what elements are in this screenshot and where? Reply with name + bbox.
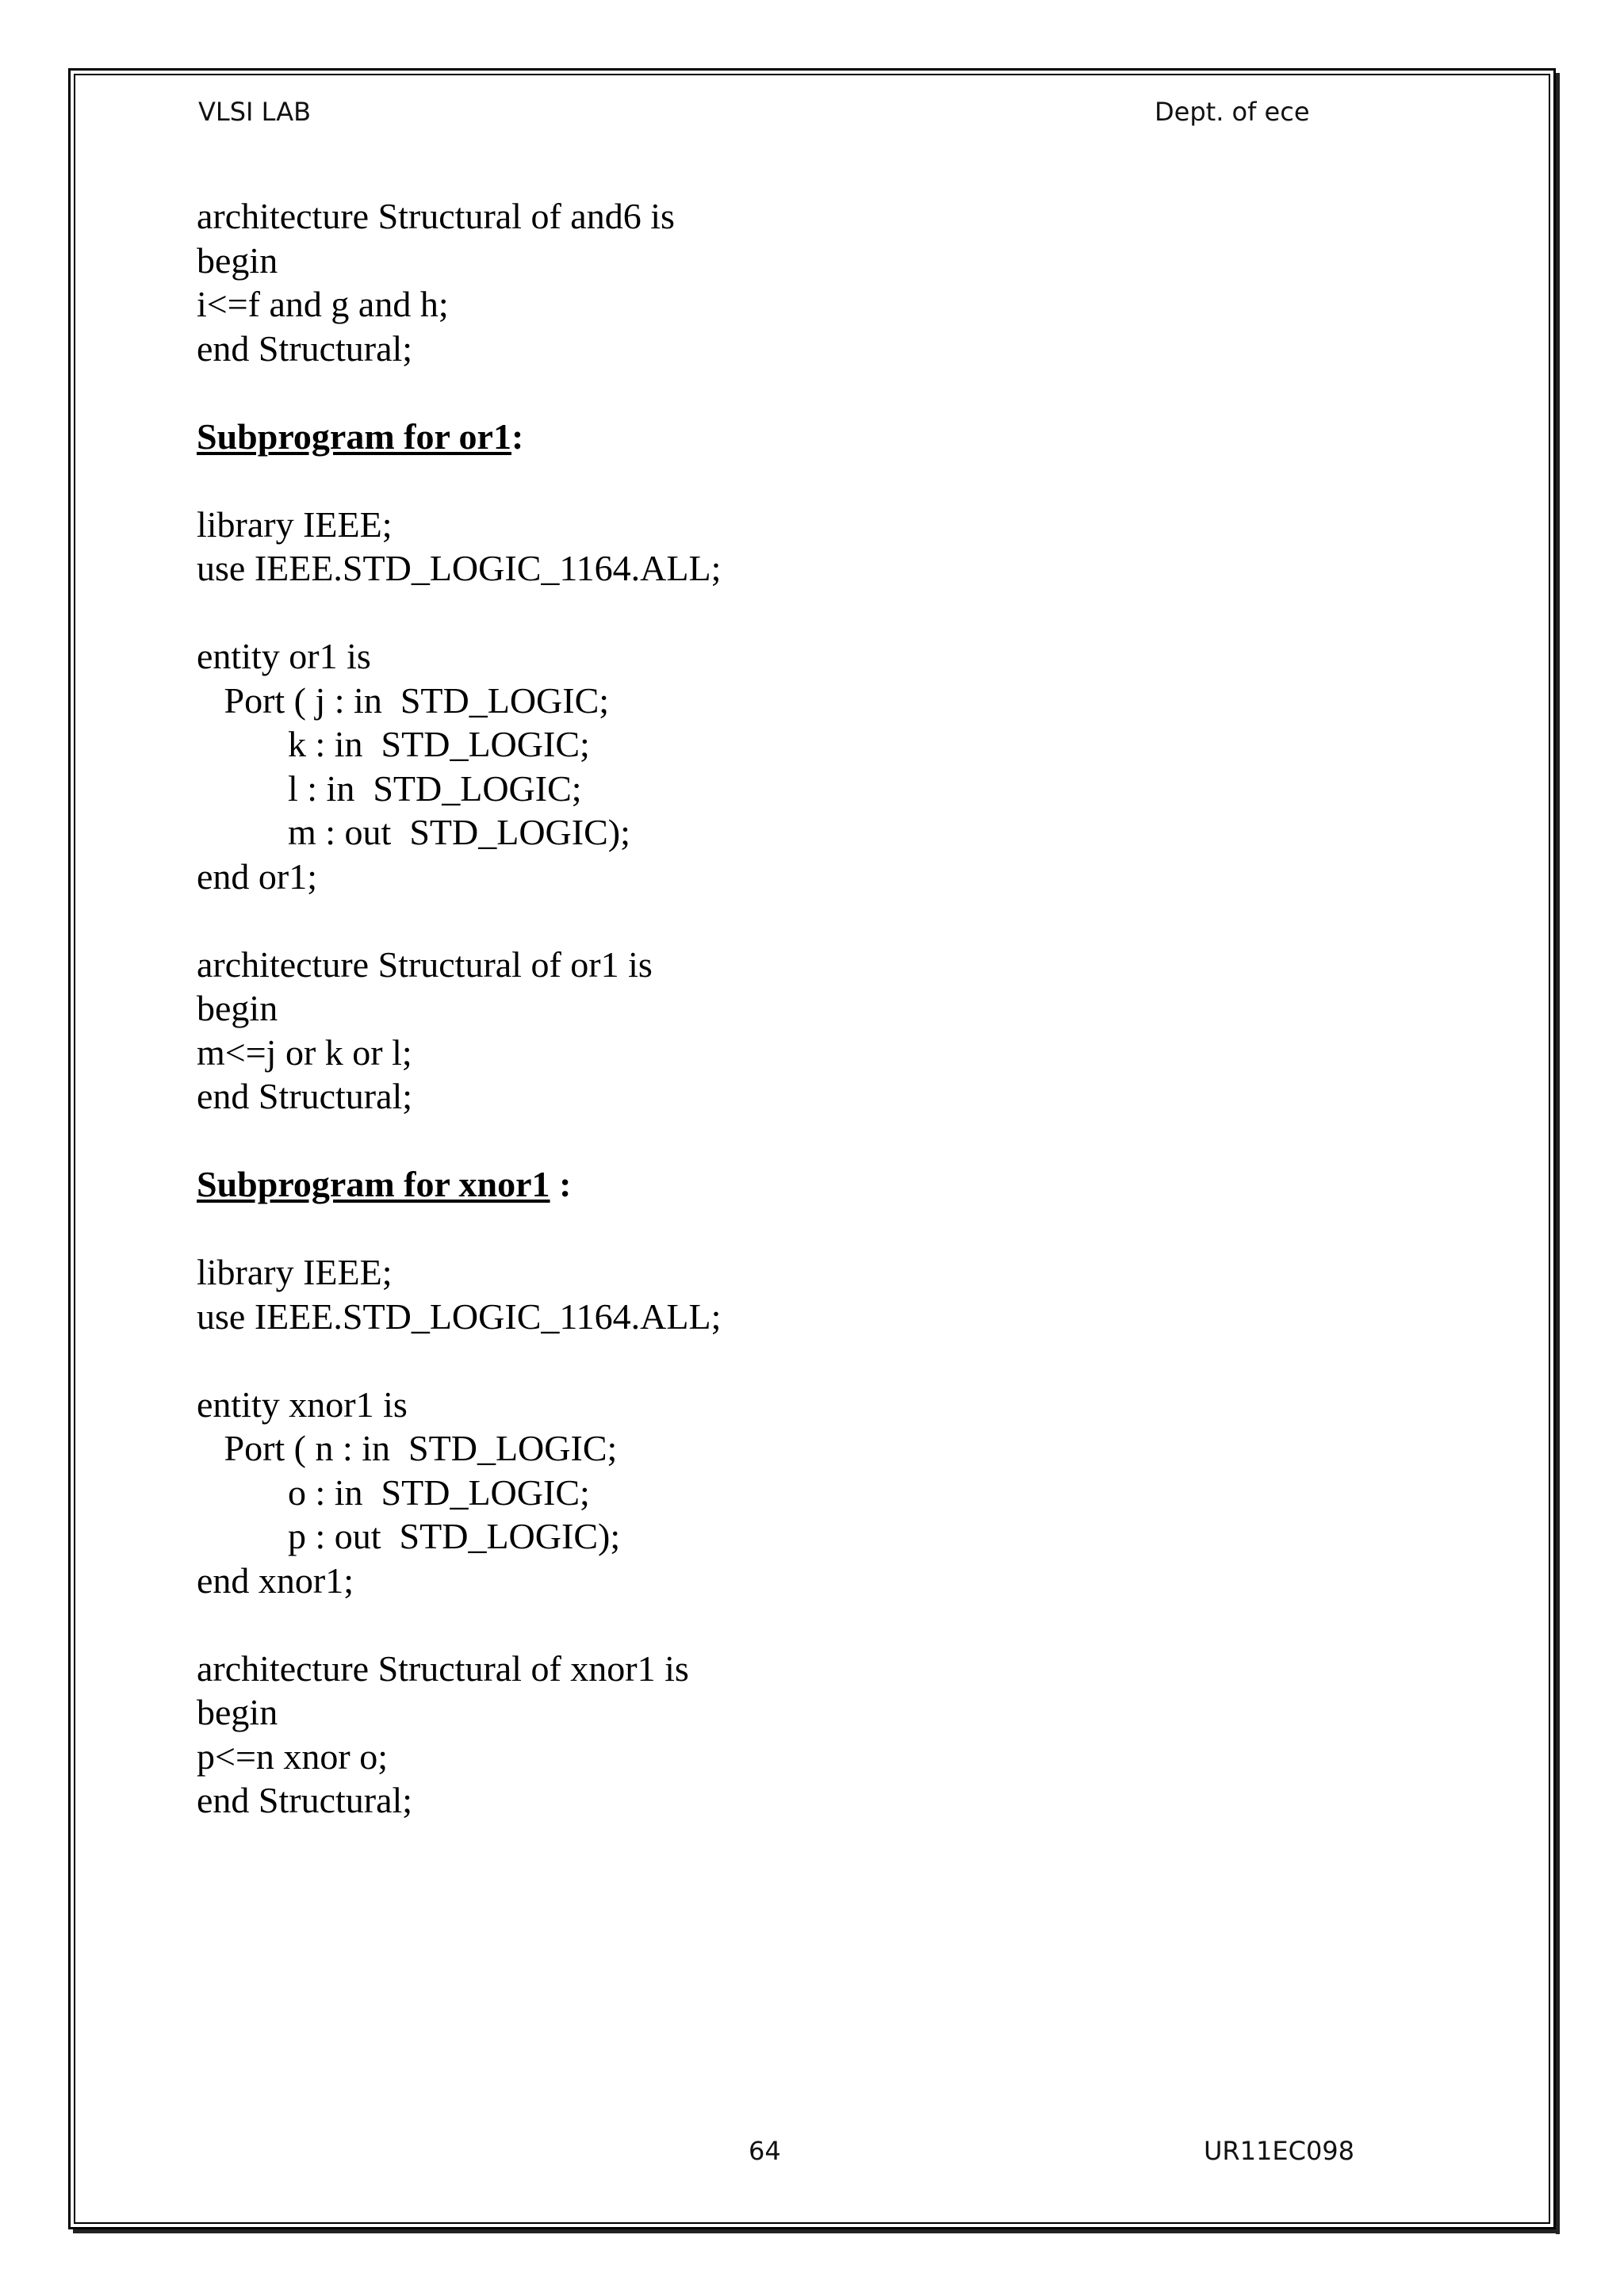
code-line: o : in STD_LOGIC;	[197, 1471, 590, 1513]
code-line: entity xnor1 is	[197, 1383, 408, 1425]
code-line: p : out STD_LOGIC);	[197, 1516, 621, 1556]
page-shadow	[1556, 73, 1560, 2234]
code-line: end Structural;	[197, 327, 413, 369]
code-line: k : in STD_LOGIC;	[197, 724, 590, 764]
code-line: m : out STD_LOGIC);	[197, 812, 630, 852]
page-number: 64	[749, 2136, 781, 2166]
code-line: end or1;	[197, 855, 318, 897]
code-line: end Structural;	[197, 1076, 413, 1116]
code-line: use IEEE.STD_LOGIC_1164.ALL;	[197, 1295, 722, 1337]
code-line: begin	[197, 239, 278, 281]
code-line: architecture Structural of or1 is	[197, 943, 653, 985]
code-line: p<=n xnor o;	[197, 1735, 388, 1777]
code-line: Port ( j : in STD_LOGIC;	[197, 679, 610, 721]
code-line: m<=j or k or l;	[197, 1031, 412, 1073]
header-department: Dept. of ece	[1155, 97, 1310, 127]
document-body	[197, 194, 1465, 1823]
code-line: library IEEE;	[197, 1252, 393, 1292]
code-line: architecture Structural of and6 is	[197, 196, 675, 236]
code-line: end Structural;	[197, 1780, 413, 1820]
section-heading-xnor1: Subprogram for xnor1 :	[197, 1164, 572, 1204]
code-line: begin	[197, 1692, 278, 1732]
student-id: UR11EC098	[1204, 2136, 1355, 2166]
page-shadow-bottom	[73, 2229, 1560, 2233]
code-line: entity or1 is	[197, 636, 371, 676]
code-line: architecture Structural of xnor1 is	[197, 1647, 689, 1689]
header-lab-title: VLSI LAB	[198, 97, 312, 127]
section-heading-or1: Subprogram for or1:	[197, 415, 524, 457]
code-line: l : in STD_LOGIC;	[197, 767, 582, 809]
code-line: begin	[197, 988, 278, 1028]
code-line: library IEEE;	[197, 503, 393, 545]
code-line: i<=f and g and h;	[197, 284, 449, 324]
code-line: use IEEE.STD_LOGIC_1164.ALL;	[197, 548, 722, 588]
code-line: end xnor1;	[197, 1559, 354, 1601]
code-line: Port ( n : in STD_LOGIC;	[197, 1428, 618, 1468]
